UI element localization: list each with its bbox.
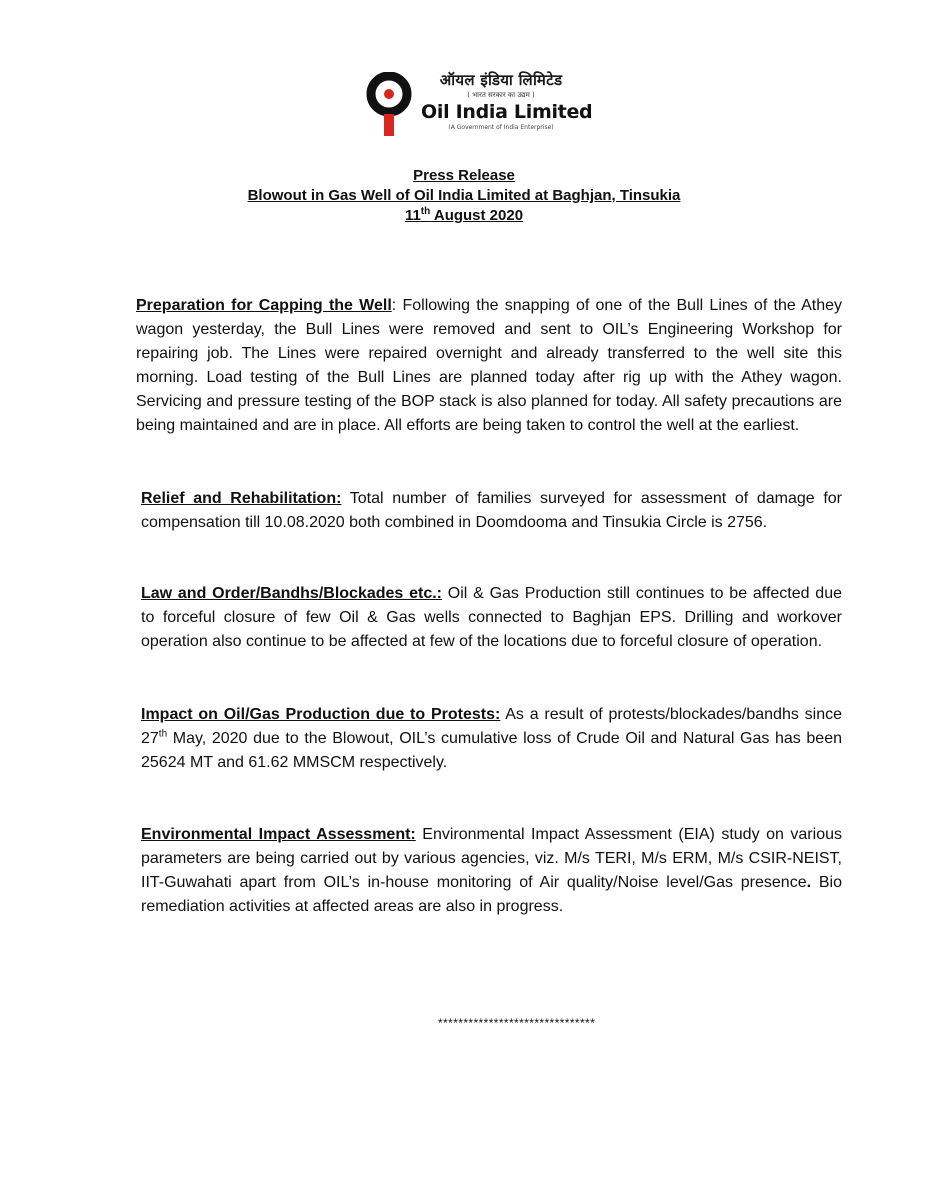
section-body: Following the snapping of one of the Bull Lines of the Athey wagon yesterday, the Bull Lines were removed and sent to OIL’s Engineering Workshop for repairing job. The Lines were repaired overnight and already transferred to the well site this morning. Load testing of the Bull Lines are planned today after rig up with the Athey wagon. Servicing and pressure testing of the BOP stack is also planned for today. All safety precautions are being maintained and are in place. All efforts are being taken to control the well at the earliest.: [136, 297, 843, 434]
section-heading: Law and Order/Bandhs/Blockades etc.:: [141, 585, 442, 602]
press-release-label: Press Release: [413, 167, 515, 184]
section-law-order: [141, 582, 842, 654]
end-of-document-stars: *******************************: [438, 1016, 596, 1030]
logo-hindi-tagline: ( भारत सरकार का उद्यम ): [467, 91, 535, 99]
section-body: Total number of families surveyed for assessment of damage for compensation till 10.08.2020 both combined in Doomdooma and Tinsukia Circle is 2756.: [141, 490, 842, 531]
oil-india-logo: [365, 70, 593, 140]
emblem-dot: [384, 89, 394, 99]
section-body: Oil & Gas Production still continues to be affected due to forceful closure of few Oil & Gas wells connected to Baghjan EPS. Drilling and workover operation also continue to be affected at few of the locations due to forceful closure of operation.: [141, 585, 843, 650]
logo-hindi-name: ऑयल इंडिया लिमिटेड: [439, 71, 563, 89]
document-header: [0, 166, 928, 226]
document-date: [0, 206, 928, 226]
section-body-sup: th: [158, 728, 168, 740]
section-body-cont: Bio remediation activities at affected areas are also in progress.: [141, 874, 842, 915]
date-suffix: th: [420, 206, 431, 217]
section-impact: [141, 703, 842, 775]
section-heading: Relief and Rehabilitation:: [141, 490, 342, 507]
section-heading: Environmental Impact Assessment:: [141, 826, 416, 843]
section-capping: [136, 294, 842, 438]
section-separator: :: [391, 297, 403, 314]
logo-english-tagline: (A Government of India Enterprise): [448, 124, 554, 131]
section-relief: [141, 487, 842, 535]
section-body: As a result of protests/blockades/bandhs since 27: [141, 706, 842, 747]
section-body-cont: May, 2020 due to the Blowout, OIL’s cumulative loss of Crude Oil and Natural Gas has been 25624 MT and 61.62 MMSCM respectively.: [141, 730, 842, 771]
date-rest: August 2020: [430, 207, 524, 224]
document-title: Blowout in Gas Well of Oil India Limited at Baghjan, Tinsukia: [247, 187, 681, 204]
section-heading: Preparation for Capping the Well: [136, 297, 392, 314]
logo-english-name: Oil India Limited: [421, 101, 593, 123]
section-heading: Impact on Oil/Gas Production due to Protests:: [141, 706, 501, 723]
emblem-stem: [384, 114, 394, 136]
section-body-bold: .: [806, 874, 812, 891]
date-day: 11: [404, 207, 421, 224]
section-environment: [141, 823, 842, 919]
section-body: Environmental Impact Assessment (EIA) study on various parameters are being carried out by various agencies, viz. M/s TERI, M/s ERM, M/s CSIR-NEIST, IIT-Guwahati apart from OIL’s in-house monitoring of Air quality/Noise level/Gas presence: [141, 826, 842, 891]
oil-india-emblem-icon: [365, 72, 415, 138]
logo-wordmark: [421, 70, 593, 132]
